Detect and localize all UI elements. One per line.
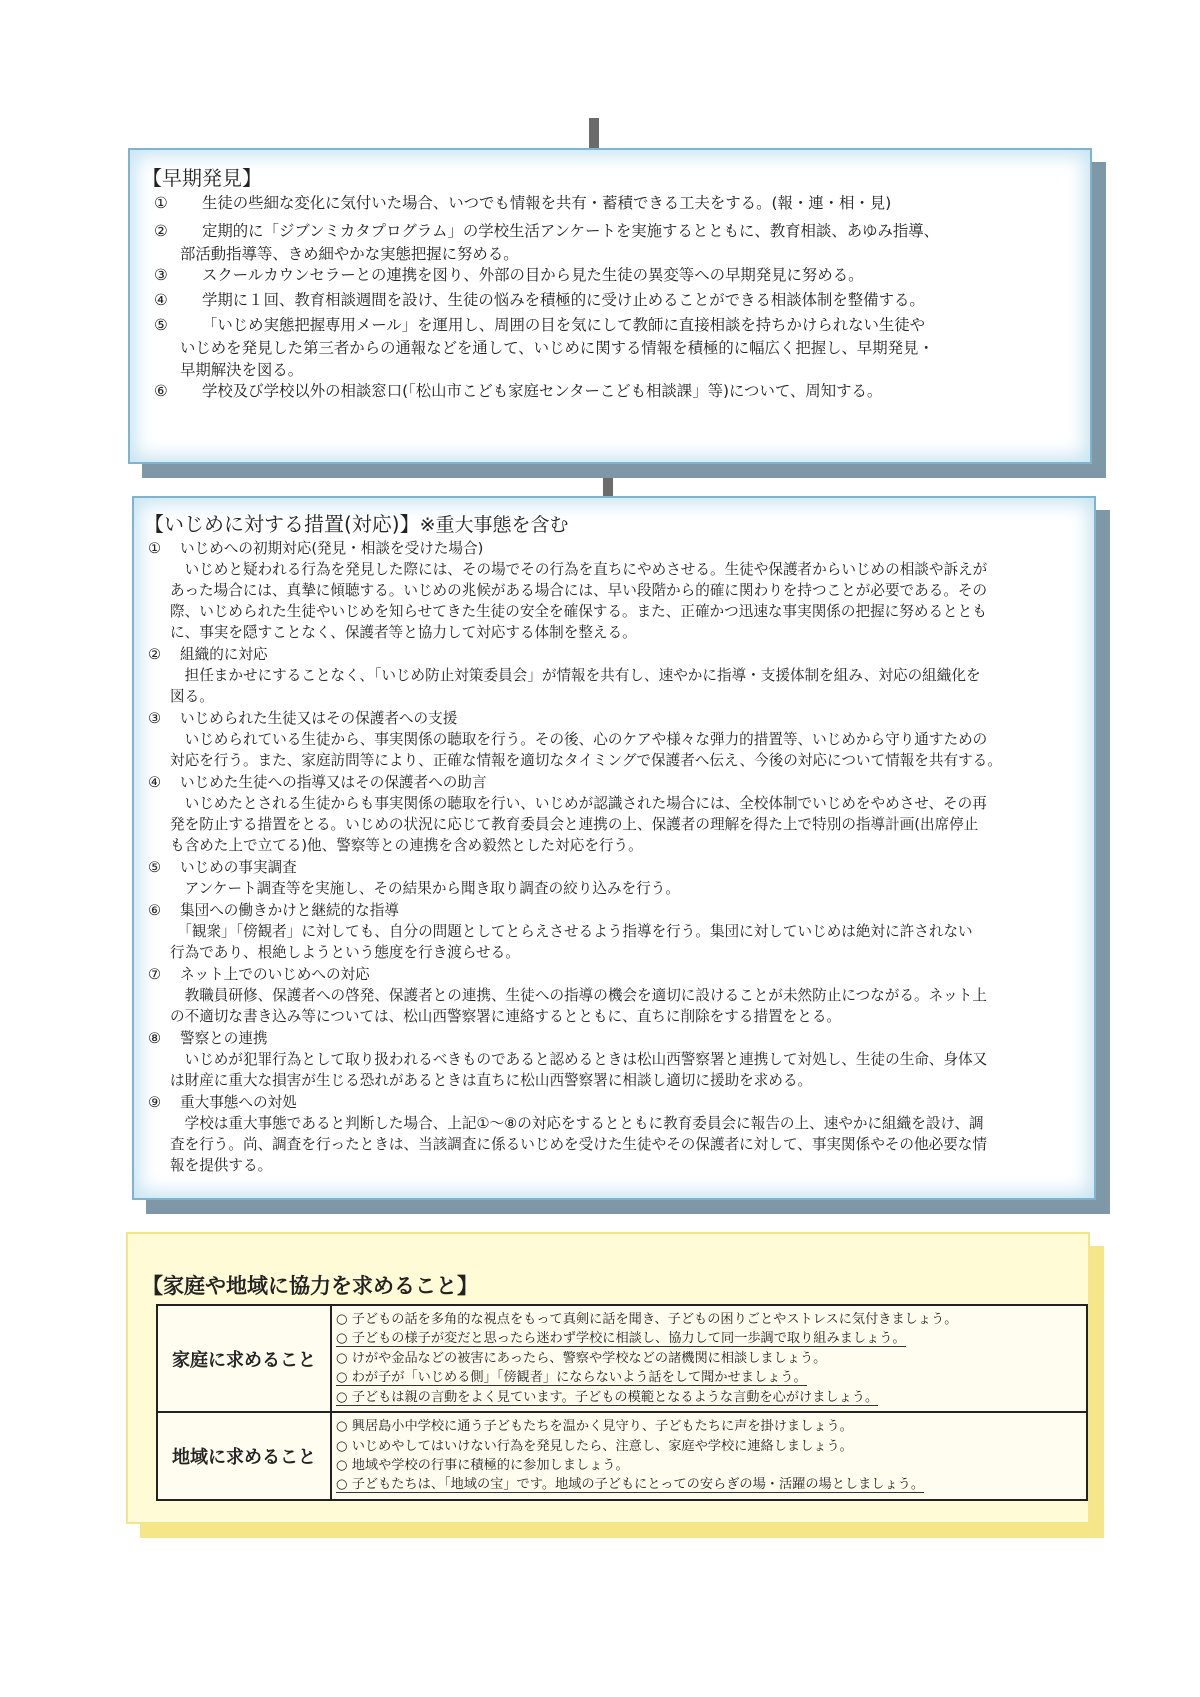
item-number: ② (148, 646, 162, 663)
bullying-response-title (144, 508, 569, 537)
response-item-text: いじめられている生徒から、事実関係の聴取を行う。その後、心のケアや様々な弾力的措置等、いじめから守り通すための (170, 731, 988, 748)
item-text: 学期に１回、教育相談週間を設け、生徒の悩みを積極的に受け止めることができる相談体制を整備する。 (202, 291, 925, 309)
response-item-heading: いじめへの初期対応(発見・相談を受けた場合) (180, 540, 484, 557)
item-number: ⑤ (154, 316, 168, 334)
response-item-text: いじめと疑われる行為を発見した際には、その場でその行為を直ちにやめさせる。生徒や保護者からいじめの相談や訴えが (170, 561, 988, 578)
family-line-4: ○ わが子が「いじめる側」「傍観者」にならないよう話をして聞かせましょう。 (336, 1370, 807, 1386)
response-item-text: いじめたとされる生徒からも事実関係の聴取を行い、いじめが認識された場合には、全校体制でいじめをやめさせ、その再 (170, 795, 987, 812)
item-text: 部活動指導等、きめ細やかな実態把握に努める。 (180, 244, 519, 263)
family-community-table (156, 1304, 1088, 1501)
response-item-text: 際、いじめられた生徒やいじめを知らせてきた生徒の安全を確保する。また、正確かつ迅速な事実関係の把握に努めるととも (170, 603, 987, 620)
family-community-box (126, 1232, 1090, 1524)
item-text: 「いじめ実態把握専用メール」を運用し、周囲の目を気にして教師に直接相談を持ちかけられない生徒や (202, 316, 926, 334)
item-number: ④ (148, 774, 162, 791)
early-detection-box (128, 148, 1092, 464)
item-number: ④ (154, 291, 168, 309)
community-line-1: ○ 興居島小中学校に通う子どもたちを温かく見守り、子どもたちに声を掛けましょう。 (336, 1419, 853, 1435)
response-item-text: も含めた上で立てる)他、警察等との連携を含め毅然とした対応を行う。 (170, 837, 643, 854)
family-line-3: ○ けがや金品などの被害にあったら、警察や学校などの諸機関に相談しましょう。 (336, 1350, 827, 1366)
response-item-text: 対応を行う。また、家庭訪問等により、正確な情報を適切なタイミングで保護者へ伝え、今後の対応について情報を共有する。 (170, 752, 1002, 769)
family-community-title: 【家庭や地域に協力を求めること】 (142, 1274, 478, 1298)
item-number: ⑧ (148, 1030, 162, 1047)
family-line-2: ○ 子どもの様子が変だと思ったら迷わず学校に相談し、協力して同一歩調で取り組みましょう。 (336, 1331, 906, 1347)
item-text: 学校及び学校以外の相談窓口(「松山市こども家庭センターこども相談課」等)について、周知する。 (202, 382, 883, 400)
community-line-4: ○ 子どもたちは、「地域の宝」です。地域の子どもにとっての安らぎの場・活躍の場としましょう。 (336, 1477, 925, 1493)
response-item-text: の不適切な書き込み等については、松山西警察署に連絡するとともに、直ちに削除をする措置をとる。 (170, 1008, 842, 1025)
item-number: ⑥ (154, 382, 168, 400)
response-item-text: は財産に重大な損害が生じる恐れがあるときは直ちに松山西警察署に相談し適切に援助を求める。 (170, 1072, 813, 1089)
response-item-text: に、事実を隠すことなく、保護者等と協力して対応する体制を整える。 (170, 624, 637, 641)
community-row-label: 地域に求めること (157, 1412, 331, 1500)
community-row-content (331, 1412, 1087, 1500)
bullying-response-title-note: ※重大事態を含む (419, 514, 569, 536)
family-row-content (331, 1305, 1087, 1412)
item-text: 生徒の些細な変化に気付いた場合、いつでも情報を共有・蓄積できる工夫をする。(報・連・相・見) (202, 194, 892, 212)
response-item-text: 査を行う。尚、調査を行ったときは、当該調査に係るいじめを受けた生徒やその保護者に対して、事実関係やその他必要な情 (170, 1136, 987, 1153)
response-item-text: アンケート調査等を実施し、その結果から聞き取り調査の絞り込みを行う。 (170, 880, 680, 897)
response-item-text: 発を防止する措置をとる。いじめの状況に応じて教育委員会と連携の上、保護者の理解を得た上で特別の指導計画(出席停止 (170, 816, 979, 833)
response-item-text: あった場合には、真摯に傾聴する。いじめの兆候がある場合には、早い段階から的確に関わりを持つことが必要である。その (170, 582, 988, 599)
item-number: ⑤ (148, 859, 162, 876)
community-line-3: ○ 地域や学校の行事に積極的に参加しましょう。 (336, 1458, 629, 1473)
family-line-5: ○ 子どもは親の言動をよく見ています。子どもの模範となるような言動を心がけましょう。 (336, 1389, 879, 1405)
item-text: スクールカウンセラーとの連携を図り、外部の目から見た生徒の異変等への早期発見に努める。 (202, 266, 864, 284)
response-item-text: 図る。 (170, 688, 214, 705)
response-item-text: 行為であり、根絶しようという態度を行き渡らせる。 (170, 944, 520, 961)
item-text: 早期解決を図る。 (180, 361, 304, 379)
response-item-text: 教職員研修、保護者への啓発、保護者との連携、生徒への指導の機会を適切に設けることが未然防止につながる。ネット上 (170, 987, 987, 1004)
item-number: ② (154, 222, 168, 240)
item-text: 定期的に「ジブンミカタプログラム」の学校生活アンケートを実施するとともに、教育相談、あゆみ指導、 (202, 222, 940, 240)
response-item-heading: いじめられた生徒又はその保護者への支援 (180, 710, 458, 727)
response-item-text: 学校は重大事態であると判断した場合、上記①～⑧の対応をするとともに教育委員会に報告の上、速やかに組織を設け、調 (170, 1115, 984, 1132)
response-item-text: 担任まかせにすることなく、「いじめ防止対策委員会」が情報を共有し、速やかに指導・支援体制を組み、対応の組織化を (170, 667, 981, 684)
response-item-heading: ネット上でのいじめへの対応 (180, 966, 370, 983)
item-number: ③ (148, 710, 162, 727)
bullying-response-box (132, 496, 1096, 1200)
response-item-text: いじめが犯罪行為として取り扱われるべきものであると認めるときは松山西警察署と連携して対処し、生徒の生命、身体又 (170, 1051, 988, 1068)
response-item-heading: 組織的に対応 (180, 646, 268, 663)
response-item-heading: いじめた生徒への指導又はその保護者への助言 (180, 774, 487, 791)
item-number: ① (154, 194, 168, 212)
community-row (157, 1412, 1087, 1500)
early-detection-title: 【早期発見】 (142, 166, 262, 190)
response-item-heading: 集団への働きかけと継続的な指導 (180, 902, 399, 919)
item-number: ⑨ (148, 1094, 162, 1111)
bullying-response-title-main: 【いじめに対する措置(対応)】 (144, 512, 420, 536)
item-number: ⑥ (148, 902, 162, 919)
item-number: ① (148, 540, 162, 557)
response-item-heading: 重大事態への対処 (180, 1094, 297, 1111)
response-item-heading: 警察との連携 (180, 1030, 268, 1047)
item-number: ⑦ (148, 966, 162, 983)
response-item-text: 「観衆」「傍観者」に対しても、自分の問題としてとらえさせるよう指導を行う。集団に対していじめは絶対に許されない (170, 923, 973, 940)
response-item-heading: いじめの事実調査 (180, 859, 297, 876)
family-line-1: ○ 子どもの話を多角的な視点をもって真剣に話を聞き、子どもの困りごとやストレスに気付きましょう。 (336, 1311, 958, 1327)
response-item-text: 報を提供する。 (170, 1157, 273, 1174)
family-row-label: 家庭に求めること (157, 1305, 331, 1412)
family-row (157, 1305, 1087, 1412)
flow-connector-top (589, 118, 599, 148)
item-number: ③ (154, 266, 168, 284)
community-line-2: ○ いじめやしてはいけない行為を発見したら、注意し、家庭や学校に連絡しましょう。 (336, 1438, 853, 1454)
item-text: いじめを発見した第三者からの通報などを通して、いじめに関する情報を積極的に幅広く把握し、早期発見・ (180, 338, 934, 357)
